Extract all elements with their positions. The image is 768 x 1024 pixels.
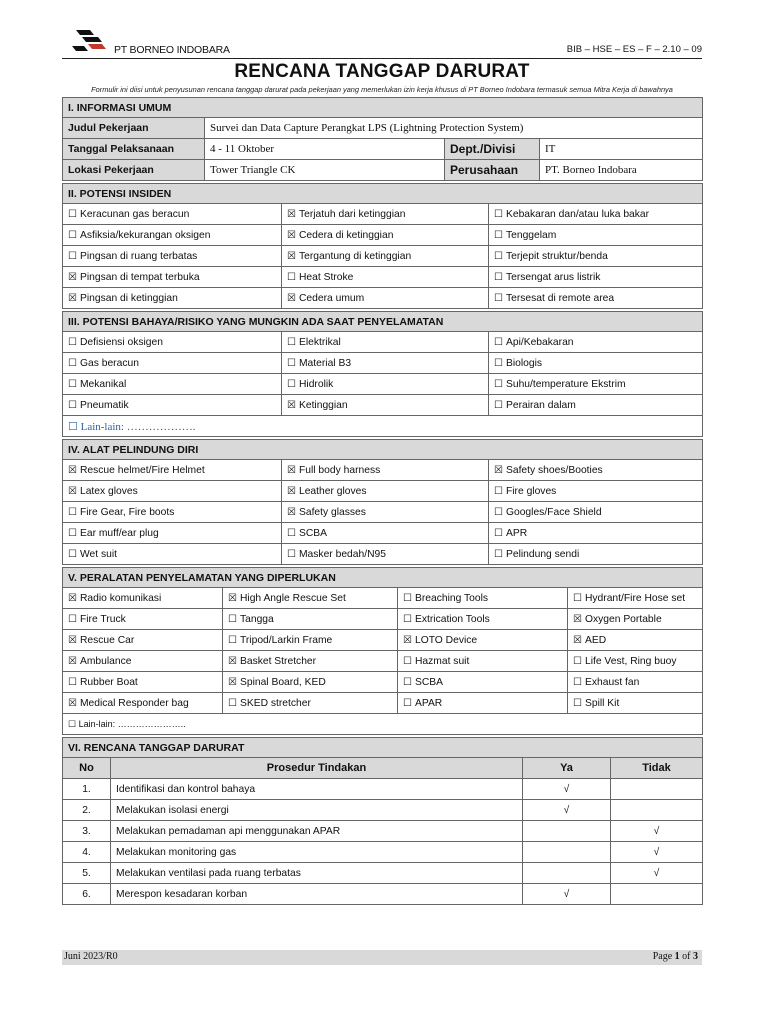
potensi-bahaya-item[interactable] [282, 395, 489, 416]
checkbox-label: Ear muff/ear plug [79, 527, 159, 539]
potensi-bahaya-item[interactable] [282, 332, 489, 353]
checkbox-icon[interactable]: ☒ [287, 485, 296, 497]
procedure-tidak-mark[interactable] [611, 884, 703, 905]
checkbox-label: Oxygen Portable [584, 613, 662, 625]
company-logo-icon [72, 28, 106, 54]
peralatan-item[interactable] [223, 651, 398, 672]
potensi-insiden-item[interactable] [63, 246, 282, 267]
checkbox-label: Gas beracun [79, 357, 139, 369]
potensi-bahaya-row [63, 374, 703, 395]
checkbox-icon[interactable]: ☐ [494, 229, 503, 241]
potensi-bahaya-row [63, 332, 703, 353]
procedure-no: 2. [63, 800, 111, 821]
checkbox-label: Life Vest, Ring buoy [584, 655, 677, 667]
checkbox-icon[interactable]: ☐ [68, 506, 77, 518]
peralatan-item[interactable] [568, 609, 703, 630]
potensi-bahaya-item[interactable] [63, 332, 282, 353]
checkbox-icon[interactable]: ☐ [228, 613, 237, 625]
peralatan-item[interactable] [568, 630, 703, 651]
potensi-bahaya-item[interactable] [489, 353, 703, 374]
peralatan-item[interactable] [398, 609, 568, 630]
peralatan-item[interactable] [398, 588, 568, 609]
checkbox-icon[interactable]: ☐ [494, 250, 503, 262]
checkbox-icon[interactable]: ☐ [228, 634, 237, 646]
peralatan-item[interactable] [63, 651, 223, 672]
checkbox-icon[interactable]: ☒ [228, 655, 237, 667]
procedure-text: Merespon kesadaran korban [111, 884, 523, 905]
checkbox-icon[interactable]: ☐ [287, 527, 296, 539]
checkbox-label: APAR [414, 697, 443, 709]
section-title-rencana: VI. RENCANA TANGGAP DARURAT [63, 738, 703, 758]
checkbox-label: Safety glasses [298, 506, 366, 518]
potensi-insiden-item[interactable] [489, 204, 703, 225]
checkbox-label: Full body harness [298, 464, 381, 476]
checkbox-icon[interactable]: ☐ [494, 208, 503, 220]
value-judul: Survei dan Data Capture Perangkat LPS (Lightning Protection System) [205, 118, 703, 139]
potensi-insiden-item[interactable] [63, 204, 282, 225]
procedure-ya-mark[interactable]: √ [523, 800, 611, 821]
potensi-bahaya-item[interactable] [63, 353, 282, 374]
checkbox-icon[interactable]: ☐ [287, 271, 296, 283]
page-total: 3 [693, 951, 698, 962]
apd-table [62, 439, 703, 565]
peralatan-item[interactable] [568, 588, 703, 609]
checkbox-icon[interactable]: ☐ [494, 399, 503, 411]
page-of: of [679, 951, 693, 962]
checkbox-label: Fire Truck [79, 613, 126, 625]
procedure-text: Melakukan ventilasi pada ruang terbatas [111, 863, 523, 884]
checkbox-icon[interactable]: ☐ [287, 378, 296, 390]
potensi-insiden-item[interactable] [63, 225, 282, 246]
checkbox-icon[interactable]: ☐ [494, 357, 503, 369]
company-name: PT BORNEO INDOBARA [114, 44, 230, 56]
form-title: RENCANA TANGGAP DARURAT [234, 61, 530, 82]
apd-item[interactable] [282, 523, 489, 544]
checkbox-label: Heat Stroke [298, 271, 354, 283]
checkbox-label: Googles/Face Shield [505, 506, 602, 518]
form-subtitle: Formulir ini diisi untuk penyusunan rencana tanggap darurat pada pekerjaan yang memerlukan izin kerja khusus di PT Borneo Indobara termasuk semua Mitra Kerja di bawahnya [91, 85, 673, 94]
potensi-insiden-item[interactable] [489, 267, 703, 288]
checkbox-label: Defisiensi oksigen [79, 336, 163, 348]
apd-item[interactable] [282, 502, 489, 523]
checkbox-icon[interactable]: ☐ [287, 548, 296, 560]
apd-item[interactable] [63, 502, 282, 523]
checkbox-label: Pelindung sendi [505, 548, 580, 560]
checkbox-icon[interactable]: ☐ [68, 250, 77, 262]
procedure-no: 5. [63, 863, 111, 884]
procedure-row [63, 863, 703, 884]
checkbox-label: Biologis [505, 357, 543, 369]
procedure-text: Melakukan monitoring gas [111, 842, 523, 863]
checkbox-label: APR [505, 527, 528, 539]
peralatan-item[interactable] [398, 672, 568, 693]
checkbox-icon[interactable]: ☐ [68, 676, 77, 688]
peralatan-row [63, 693, 703, 714]
checkbox-label: Hazmat suit [414, 655, 470, 667]
apd-item[interactable] [489, 502, 703, 523]
apd-item[interactable] [63, 523, 282, 544]
potensi-bahaya-item[interactable] [489, 332, 703, 353]
procedure-row [63, 800, 703, 821]
col-header-prosedur: Prosedur Tindakan [111, 758, 523, 779]
document-code: BIB – HSE – ES – F – 2.10 – 09 [566, 44, 702, 55]
apd-item[interactable] [282, 481, 489, 502]
checkbox-icon[interactable]: ☐ [494, 506, 503, 518]
peralatan-row [63, 588, 703, 609]
checkbox-label: SCBA [414, 676, 444, 688]
checkbox-label: Suhu/temperature Ekstrim [505, 378, 626, 390]
checkbox-icon[interactable]: ☐ [573, 676, 582, 688]
checkbox-label: Ketinggian [298, 399, 348, 411]
checkbox-label: Leather gloves [298, 485, 367, 497]
lain-lain-peralatan: ☐ Lain-lain: ………………….. [63, 714, 703, 735]
peralatan-item[interactable] [63, 630, 223, 651]
label-lokasi: Lokasi Pekerjaan [63, 160, 205, 181]
checkbox-label: Tergantung di ketinggian [298, 250, 412, 262]
apd-item[interactable] [489, 481, 703, 502]
peralatan-table [62, 567, 703, 735]
checkbox-icon[interactable]: ☐ [494, 527, 503, 539]
checkbox-label: Radio komunikasi [79, 592, 162, 604]
checkbox-label: LOTO Device [414, 634, 478, 646]
procedure-tidak-mark[interactable]: √ [611, 821, 703, 842]
checkbox-icon[interactable]: ☒ [287, 506, 296, 518]
potensi-bahaya-item[interactable] [489, 395, 703, 416]
checkbox-label: Spill Kit [584, 697, 620, 709]
apd-row [63, 544, 703, 565]
checkbox-icon[interactable]: ☒ [68, 592, 77, 604]
checkbox-icon[interactable]: ☒ [573, 634, 582, 646]
peralatan-item[interactable] [398, 630, 568, 651]
checkbox-label: SKED stretcher [239, 697, 311, 709]
potensi-insiden-row [63, 225, 703, 246]
apd-row [63, 502, 703, 523]
procedure-ya-mark[interactable] [523, 863, 611, 884]
potensi-bahaya-row [63, 353, 703, 374]
checkbox-label: Perairan dalam [505, 399, 576, 411]
peralatan-item[interactable] [398, 693, 568, 714]
checkbox-icon[interactable]: ☐ [494, 271, 503, 283]
checkbox-icon[interactable]: ☒ [68, 271, 77, 283]
label-tanggal: Tanggal Pelaksanaan [63, 139, 205, 160]
apd-item[interactable] [63, 544, 282, 565]
checkbox-label: Fire gloves [505, 485, 557, 497]
form-header [62, 26, 702, 59]
checkbox-icon[interactable]: ☒ [287, 229, 296, 241]
checkbox-label: Safety shoes/Booties [505, 464, 603, 476]
page-prefix: Page [652, 951, 675, 962]
peralatan-row [63, 630, 703, 651]
page-current: 1 [674, 951, 680, 962]
checkbox-icon[interactable]: ☒ [494, 464, 503, 476]
checkbox-icon[interactable]: ☒ [228, 592, 237, 604]
checkbox-label: AED [584, 634, 607, 646]
checkbox-label: Spinal Board, KED [239, 676, 326, 688]
footer-revision: Juni 2023/R0 [64, 951, 118, 962]
checkbox-icon[interactable]: ☐ [403, 697, 412, 709]
procedure-row [63, 842, 703, 863]
procedure-ya-mark[interactable]: √ [523, 884, 611, 905]
value-tanggal: 4 - 11 Oktober [205, 139, 445, 160]
procedure-tidak-mark[interactable]: √ [611, 842, 703, 863]
potensi-bahaya-item[interactable] [282, 353, 489, 374]
potensi-insiden-item[interactable] [282, 267, 489, 288]
potensi-insiden-item[interactable] [282, 204, 489, 225]
checkbox-label: Tersesat di remote area [505, 292, 615, 304]
checkbox-icon[interactable]: ☒ [573, 613, 582, 625]
checkbox-icon[interactable]: ☐ [403, 613, 412, 625]
rencana-table [62, 737, 703, 905]
peralatan-item[interactable] [568, 672, 703, 693]
checkbox-label: Tersengat arus listrik [505, 271, 601, 283]
lain-lain-bahaya: ☐ Lain-lain: ………………. [63, 416, 703, 437]
checkbox-icon[interactable]: ☒ [287, 399, 296, 411]
potensi-insiden-item[interactable] [63, 267, 282, 288]
checkbox-label: Elektrikal [298, 336, 341, 348]
checkbox-icon[interactable]: ☒ [68, 485, 77, 497]
checkbox-label: Keracunan gas beracun [79, 208, 190, 220]
checkbox-icon[interactable]: ☒ [287, 250, 296, 262]
potensi-bahaya-item[interactable] [63, 374, 282, 395]
peralatan-row [63, 672, 703, 693]
checkbox-label: Rubber Boat [79, 676, 138, 688]
potensi-bahaya-item[interactable] [63, 395, 282, 416]
label-perusahaan: Perusahaan [445, 160, 540, 181]
procedure-no: 4. [63, 842, 111, 863]
apd-item[interactable] [489, 460, 703, 481]
checkbox-icon[interactable]: ☐ [68, 378, 77, 390]
checkbox-label: Rescue helmet/Fire Helmet [79, 464, 205, 476]
potensi-insiden-item[interactable] [489, 246, 703, 267]
col-header-tidak: Tidak [611, 758, 703, 779]
checkbox-label: Wet suit [79, 548, 117, 560]
checkbox-label: Pneumatik [79, 399, 129, 411]
checkbox-icon[interactable]: ☐ [68, 548, 77, 560]
peralatan-item[interactable] [63, 588, 223, 609]
checkbox-icon[interactable]: ☐ [403, 655, 412, 667]
apd-item[interactable] [282, 460, 489, 481]
apd-row [63, 481, 703, 502]
apd-item[interactable] [63, 481, 282, 502]
apd-item[interactable] [63, 460, 282, 481]
section-title-peralatan: V. PERALATAN PENYELAMATAN YANG DIPERLUKAN [63, 568, 703, 588]
checkbox-icon[interactable]: ☒ [68, 634, 77, 646]
checkbox-label: Masker bedah/N95 [298, 548, 386, 560]
potensi-bahaya-item[interactable] [282, 374, 489, 395]
checkbox-icon[interactable]: ☐ [287, 336, 296, 348]
procedure-no: 6. [63, 884, 111, 905]
checkbox-label: High Angle Rescue Set [239, 592, 346, 604]
potensi-bahaya-item[interactable] [489, 374, 703, 395]
peralatan-row [63, 651, 703, 672]
apd-item[interactable] [282, 544, 489, 565]
peralatan-item[interactable] [63, 693, 223, 714]
checkbox-label: Tangga [239, 613, 274, 625]
procedure-row [63, 779, 703, 800]
procedure-tidak-mark[interactable]: √ [611, 863, 703, 884]
apd-item[interactable] [489, 523, 703, 544]
peralatan-item[interactable] [568, 693, 703, 714]
procedure-ya-mark[interactable] [523, 842, 611, 863]
checkbox-label: Terjatuh dari ketinggian [298, 208, 406, 220]
form-table [62, 97, 703, 181]
procedure-ya-mark[interactable]: √ [523, 779, 611, 800]
checkbox-label: Mekanikal [79, 378, 127, 390]
checkbox-icon[interactable]: ☐ [68, 208, 77, 220]
procedure-no: 3. [63, 821, 111, 842]
apd-item[interactable] [489, 544, 703, 565]
checkbox-icon[interactable]: ☐ [68, 357, 77, 369]
peralatan-item[interactable] [223, 672, 398, 693]
potensi-insiden-item[interactable] [282, 225, 489, 246]
form-page [62, 26, 702, 905]
checkbox-icon[interactable]: ☒ [68, 292, 77, 304]
potensi-insiden-item[interactable] [63, 288, 282, 309]
checkbox-icon[interactable]: ☐ [68, 336, 77, 348]
checkbox-label: Kebakaran dan/atau luka bakar [505, 208, 650, 220]
checkbox-icon[interactable]: ☐ [68, 399, 77, 411]
apd-row [63, 460, 703, 481]
checkbox-icon[interactable]: ☐ [494, 336, 503, 348]
checkbox-icon[interactable]: ☐ [228, 697, 237, 709]
procedure-ya-mark[interactable] [523, 821, 611, 842]
checkbox-icon[interactable]: ☐ [494, 378, 503, 390]
potensi-bahaya-row [63, 395, 703, 416]
section-title-potensi-bahaya: III. POTENSI BAHAYA/RISIKO YANG MUNGKIN ADA SAAT PENYELAMATAN [63, 312, 703, 332]
checkbox-label: Cedera umum [298, 292, 365, 304]
peralatan-item[interactable] [568, 651, 703, 672]
checkbox-label: Tenggelam [505, 229, 557, 241]
procedure-tidak-mark[interactable] [611, 779, 703, 800]
procedure-no: 1. [63, 779, 111, 800]
checkbox-label: Breaching Tools [414, 592, 489, 604]
checkbox-icon[interactable]: ☒ [287, 292, 296, 304]
checkbox-label: Tripod/Larkin Frame [239, 634, 333, 646]
peralatan-item[interactable] [398, 651, 568, 672]
procedure-text: Melakukan isolasi energi [111, 800, 523, 821]
peralatan-item[interactable] [223, 630, 398, 651]
peralatan-item[interactable] [223, 588, 398, 609]
checkbox-label: Api/Kebakaran [505, 336, 574, 348]
checkbox-label: Latex gloves [79, 485, 138, 497]
peralatan-row [63, 609, 703, 630]
checkbox-label: Ambulance [79, 655, 132, 667]
checkbox-icon[interactable]: ☒ [228, 676, 237, 688]
checkbox-icon[interactable]: ☒ [68, 464, 77, 476]
checkbox-icon[interactable]: ☐ [403, 592, 412, 604]
checkbox-label: Pingsan di tempat terbuka [79, 271, 200, 283]
checkbox-icon[interactable]: ☐ [573, 697, 582, 709]
potensi-insiden-item[interactable] [489, 288, 703, 309]
potensi-insiden-row [63, 204, 703, 225]
potensi-insiden-item[interactable] [282, 288, 489, 309]
section-title-apd: IV. ALAT PELINDUNG DIRI [63, 440, 703, 460]
potensi-bahaya-table [62, 311, 703, 437]
checkbox-icon[interactable]: ☐ [403, 676, 412, 688]
potensi-insiden-table [62, 183, 703, 309]
checkbox-icon[interactable]: ☒ [403, 634, 412, 646]
checkbox-label: Fire Gear, Fire boots [79, 506, 175, 518]
checkbox-label: SCBA [298, 527, 328, 539]
checkbox-icon[interactable]: ☐ [494, 292, 503, 304]
checkbox-label: Hydrant/Fire Hose set [584, 592, 686, 604]
checkbox-label: Rescue Car [79, 634, 135, 646]
col-header-ya: Ya [523, 758, 611, 779]
section-title-informasi-umum: I. INFORMASI UMUM [63, 98, 703, 118]
checkbox-label: Extrication Tools [414, 613, 490, 625]
procedure-text: Identifikasi dan kontrol bahaya [111, 779, 523, 800]
checkbox-icon[interactable]: ☐ [68, 613, 77, 625]
procedure-row [63, 821, 703, 842]
potensi-insiden-item[interactable] [282, 246, 489, 267]
procedure-tidak-mark[interactable] [611, 800, 703, 821]
procedure-row [63, 884, 703, 905]
value-dept: IT [540, 139, 703, 160]
checkbox-icon[interactable]: ☐ [68, 527, 77, 539]
label-dept: Dept./Divisi [445, 139, 540, 160]
procedure-text: Melakukan pemadaman api menggunakan APAR [111, 821, 523, 842]
checkbox-label: Basket Stretcher [239, 655, 317, 667]
peralatan-item[interactable] [63, 609, 223, 630]
checkbox-label: Asfiksia/kekurangan oksigen [79, 229, 211, 241]
checkbox-label: Pingsan di ketinggian [79, 292, 178, 304]
apd-row [63, 523, 703, 544]
potensi-insiden-row [63, 288, 703, 309]
peralatan-item[interactable] [63, 672, 223, 693]
checkbox-label: Pingsan di ruang terbatas [79, 250, 198, 262]
page-footer [62, 950, 702, 965]
checkbox-icon[interactable]: ☒ [68, 655, 77, 667]
peralatan-item[interactable] [223, 693, 398, 714]
peralatan-item[interactable] [223, 609, 398, 630]
checkbox-label: Medical Responder bag [79, 697, 189, 709]
checkbox-icon[interactable]: ☒ [287, 208, 296, 220]
potensi-insiden-item[interactable] [489, 225, 703, 246]
checkbox-icon[interactable]: ☐ [573, 592, 582, 604]
checkbox-label: Hidrolik [298, 378, 334, 390]
footer-page-number [653, 951, 698, 962]
value-perusahaan: PT. Borneo Indobara [540, 160, 703, 181]
value-lokasi: Tower Triangle CK [205, 160, 445, 181]
checkbox-icon[interactable]: ☐ [68, 229, 77, 241]
checkbox-icon[interactable]: ☒ [287, 464, 296, 476]
col-header-no: No [63, 758, 111, 779]
label-judul: Judul Pekerjaan [63, 118, 205, 139]
section-title-potensi-insiden: II. POTENSI INSIDEN [63, 184, 703, 204]
checkbox-icon[interactable]: ☐ [287, 357, 296, 369]
checkbox-icon[interactable]: ☐ [494, 485, 503, 497]
checkbox-label: Cedera di ketinggian [298, 229, 394, 241]
potensi-insiden-row [63, 267, 703, 288]
checkbox-label: Exhaust fan [584, 676, 640, 688]
checkbox-label: Terjepit struktur/benda [505, 250, 608, 262]
checkbox-icon[interactable]: ☐ [573, 655, 582, 667]
potensi-insiden-row [63, 246, 703, 267]
checkbox-label: Material B3 [298, 357, 352, 369]
checkbox-icon[interactable]: ☐ [494, 548, 503, 560]
checkbox-icon[interactable]: ☒ [68, 697, 77, 709]
